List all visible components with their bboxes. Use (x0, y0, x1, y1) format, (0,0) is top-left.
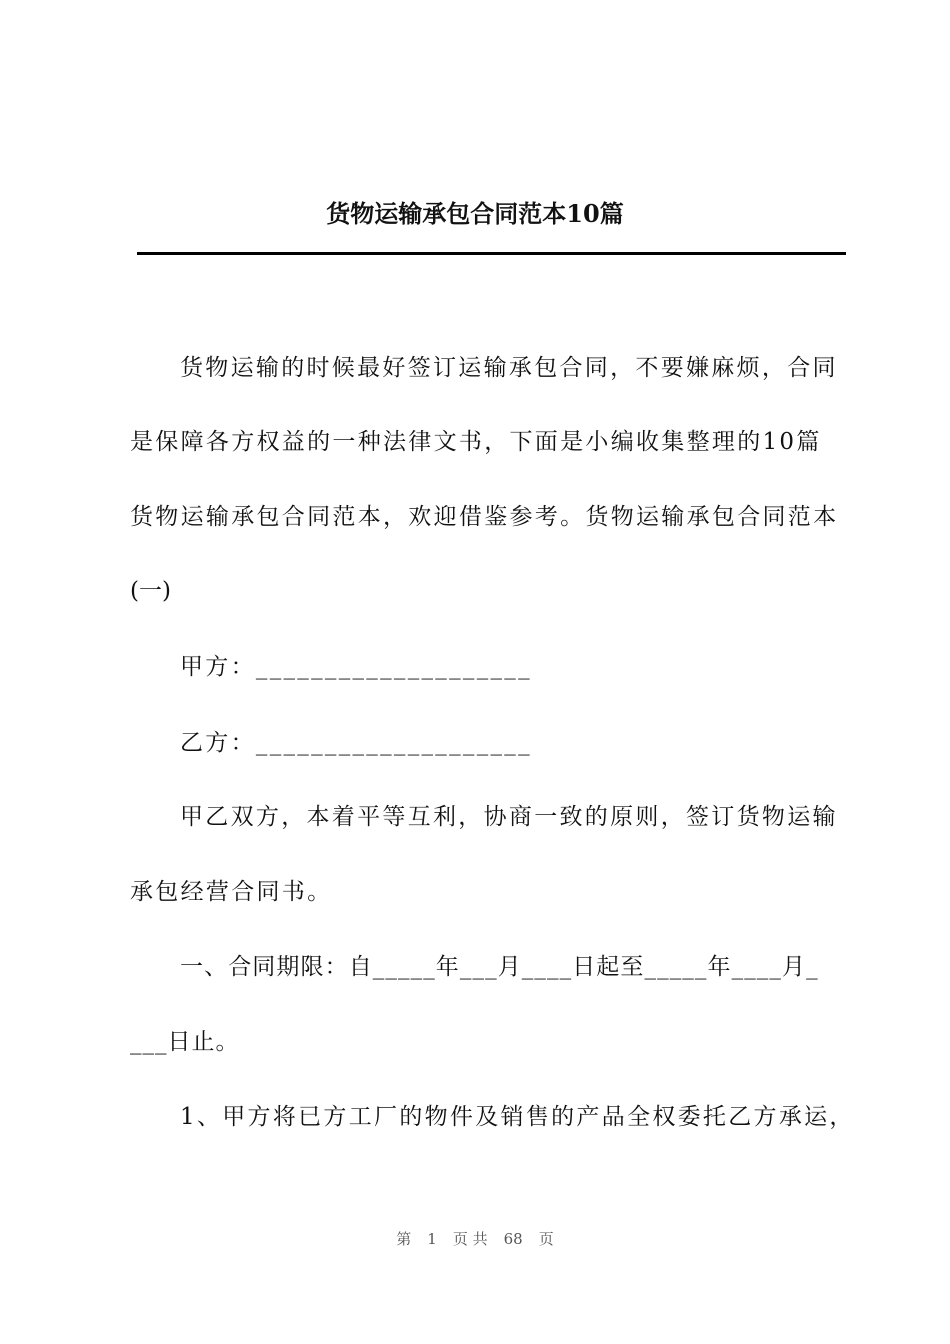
party-a-line: 甲方：____________________ (180, 654, 532, 680)
footer-total-pages: 68 (503, 1230, 523, 1248)
paragraph-line: 承包经营合同书。 (130, 879, 333, 905)
party-b-line: 乙方：____________________ (180, 730, 532, 756)
page-footer (0, 1228, 950, 1250)
title-divider (137, 252, 846, 255)
paragraph-line: (一) (130, 578, 171, 604)
footer-suffix: 页 (538, 1230, 554, 1248)
paragraph-line: 货物运输承包合同范本，欢迎借鉴参考。货物运输承包合同范本 (130, 504, 839, 530)
footer-page-number: 1 (427, 1230, 437, 1248)
contract-term-line: ___日止。 (130, 1029, 240, 1055)
contract-term-line: 一、合同期限：自_____年___月____日起至_____年____月_ (180, 954, 819, 980)
paragraph-line: 是保障各方权益的一种法律文书，下面是小编收集整理的10篇 (130, 429, 822, 455)
paragraph-line: 甲乙双方，本着平等互利，协商一致的原则，签订货物运输 (180, 804, 838, 830)
clause-line: 1、甲方将已方工厂的物件及销售的产品全权委托乙方承运， (180, 1104, 855, 1130)
document-title: 货物运输承包合同范本10篇 (326, 199, 624, 228)
footer-prefix: 第 (396, 1230, 412, 1248)
footer-middle: 页 共 (452, 1230, 488, 1248)
paragraph-line: 货物运输的时候最好签订运输承包合同，不要嫌麻烦，合同 (180, 355, 838, 381)
